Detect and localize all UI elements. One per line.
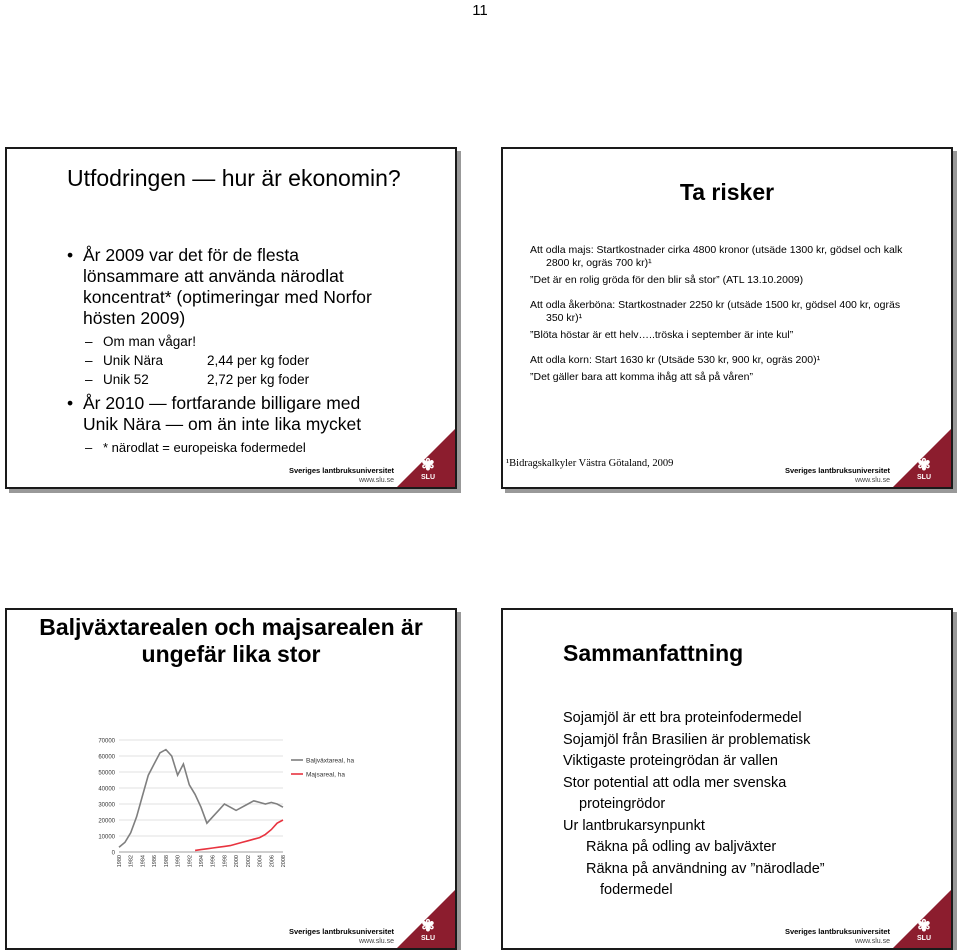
quote: ”Blöta höstar är ett helv…..tröska i september är inte kul” bbox=[530, 329, 794, 341]
product-label: Unik Nära bbox=[103, 353, 164, 368]
summary-line: Viktigaste proteingrödan är vallen bbox=[563, 753, 778, 769]
university-url: www.slu.se bbox=[854, 477, 890, 484]
slu-logo: ✾ SLU bbox=[907, 458, 941, 481]
cost-line: Att odla korn: Start 1630 kr (Utsäde 530 kr, 900 kr, ogräs 200)¹ bbox=[530, 354, 821, 366]
cost-line: Att odla åkerböna: Startkostnader 2250 kr (utsäde 1500 kr, gödsel 400 kr, ogräs 350 kr)¹ bbox=[530, 299, 901, 324]
y-tick-label: 60000 bbox=[98, 754, 115, 761]
y-tick-label: 20000 bbox=[98, 818, 115, 825]
footnote: – * närodlat = europeiska fodermedel bbox=[67, 438, 397, 457]
product-price: 2,72 per kg foder bbox=[207, 372, 310, 387]
slide-footer bbox=[288, 429, 455, 487]
y-tick-label: 0 bbox=[111, 850, 115, 857]
y-tick-label: 10000 bbox=[98, 834, 115, 841]
university-name: Sveriges lantbruksuniversitet bbox=[288, 466, 394, 475]
y-tick-label: 30000 bbox=[98, 802, 115, 809]
university-name: Sveriges lantbruksuniversitet bbox=[288, 927, 394, 936]
sub-bullet-unik-52 bbox=[67, 370, 397, 389]
x-tick-label: 1982 bbox=[128, 855, 135, 868]
summary-line: Räkna på odling av baljväxter bbox=[586, 839, 777, 855]
slide-body bbox=[530, 244, 920, 396]
slide-economy bbox=[5, 147, 457, 489]
slide-title: Ta risker bbox=[679, 179, 775, 205]
slu-logo: ✾ SLU bbox=[907, 919, 941, 942]
bullet-2009: • År 2009 var det för de flesta lönsammare att använda närodlat koncentrat* (optimeringar med Norfor hösten 2009) bbox=[67, 245, 397, 329]
leaf-icon: ✾ bbox=[421, 457, 435, 474]
slu-logo: ✾ SLU bbox=[411, 919, 445, 942]
slide-summary bbox=[501, 608, 953, 950]
leaf-icon: ✾ bbox=[917, 918, 931, 935]
slide-title: Sammanfattning bbox=[563, 640, 744, 666]
summary-line: Sojamjöl är ett bra proteinfodermedel bbox=[563, 710, 802, 726]
university-url: www.slu.se bbox=[854, 938, 890, 945]
slide-footer bbox=[784, 890, 951, 948]
x-tick-label: 1984 bbox=[140, 855, 147, 868]
y-tick-label: 50000 bbox=[98, 770, 115, 777]
cost-line: Att odla majs: Startkostnader cirka 4800 kronor (utsäde 1300 kr, gödsel och kalk 2800 kr, ogräs 700 kr)¹ bbox=[530, 244, 903, 269]
x-tick-label: 1990 bbox=[175, 855, 182, 868]
x-tick-label: 1980 bbox=[117, 855, 123, 868]
crop-item-bean bbox=[530, 299, 920, 342]
page-number: 11 bbox=[472, 2, 488, 19]
bullet-list bbox=[67, 245, 397, 457]
product-label: Unik 52 bbox=[103, 372, 149, 387]
series-line bbox=[119, 750, 283, 848]
sub-bullet-dare: – Om man vågar! bbox=[67, 332, 397, 351]
summary-line: proteingrödor bbox=[579, 796, 666, 812]
summary-line: fodermedel bbox=[600, 882, 673, 898]
series-line bbox=[195, 820, 283, 850]
x-tick-label: 1992 bbox=[187, 855, 194, 868]
summary-line: Räkna på användning av ”närodlade” bbox=[586, 860, 825, 877]
summary-line: Sojamjöl från Brasilien är problematisk bbox=[563, 731, 811, 748]
university-name: Sveriges lantbruksuniversitet bbox=[784, 466, 890, 475]
slide-title: Utfodringen — hur är ekonomin? bbox=[67, 165, 401, 191]
x-tick-label: 1988 bbox=[163, 855, 170, 868]
y-tick-label: 40000 bbox=[98, 786, 115, 793]
product-price: 2,44 per kg foder bbox=[207, 353, 310, 368]
x-tick-label: 2002 bbox=[245, 855, 252, 868]
sub-bullet-unik-nara bbox=[67, 351, 397, 370]
y-tick-label: 70000 bbox=[98, 738, 115, 745]
summary-line: Ur lantbrukarsynpunkt bbox=[563, 817, 705, 834]
quote: ”Det är en rolig gröda för den blir så stor” (ATL 13.10.2009) bbox=[530, 274, 804, 286]
crop-item-maize bbox=[530, 244, 920, 287]
university-name: Sveriges lantbruksuniversitet bbox=[784, 927, 890, 936]
summary-list bbox=[563, 708, 893, 902]
x-tick-label: 2004 bbox=[257, 855, 264, 868]
source-note: ¹Bidragskalkyler Västra Götaland, 2009 bbox=[506, 458, 674, 469]
area-chart bbox=[77, 730, 387, 890]
x-tick-label: 2006 bbox=[269, 855, 276, 868]
slide-footer bbox=[288, 890, 455, 948]
university-url: www.slu.se bbox=[358, 477, 394, 484]
slide-title: Baljväxtarealen och majsarealen är ungefär lika stor bbox=[39, 614, 423, 667]
crop-item-barley bbox=[530, 354, 920, 384]
x-tick-label: 1986 bbox=[152, 855, 159, 868]
slide-footer bbox=[784, 429, 951, 487]
x-tick-label: 1996 bbox=[210, 855, 217, 868]
slide-risks bbox=[501, 147, 953, 489]
summary-line: Stor potential att odla mer svenska bbox=[563, 774, 787, 791]
x-tick-label: 1994 bbox=[199, 855, 205, 868]
slide-areas bbox=[5, 608, 457, 950]
quote: ”Det gäller bara att komma ihåg att så på våren” bbox=[530, 371, 753, 383]
bullet-2010: • År 2010 — fortfarande billigare med Unik Nära — om än inte lika mycket bbox=[67, 393, 397, 435]
slu-logo: ✾ SLU bbox=[411, 458, 445, 481]
x-tick-label: 2000 bbox=[234, 855, 241, 868]
x-tick-label: 1998 bbox=[222, 855, 229, 868]
legend-label: Majsareal, ha bbox=[306, 771, 346, 779]
university-url: www.slu.se bbox=[358, 938, 394, 945]
leaf-icon: ✾ bbox=[421, 918, 435, 935]
leaf-icon: ✾ bbox=[917, 457, 931, 474]
legend-label: Baljväxtareal, ha bbox=[306, 757, 355, 765]
x-tick-label: 2008 bbox=[281, 855, 287, 868]
